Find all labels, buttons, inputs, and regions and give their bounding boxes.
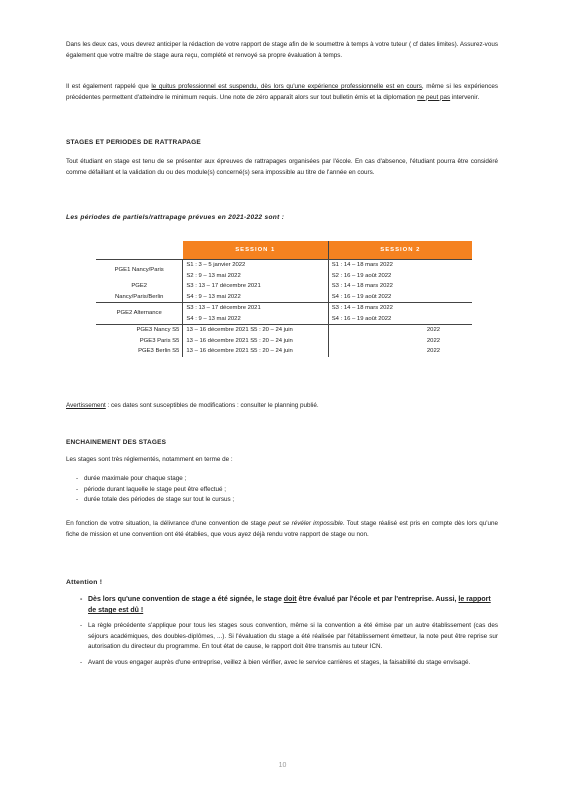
session2-cell: 2022 bbox=[426, 327, 440, 333]
table-row-pge2-alternance bbox=[96, 303, 472, 325]
table-row-pge1 bbox=[96, 260, 472, 282]
session2-cell: S3 : 14 – 18 mars 2022 bbox=[331, 305, 393, 311]
regulations-paragraph bbox=[66, 455, 498, 466]
session-2-header: SESSION 2 bbox=[328, 241, 472, 260]
paragraph-retake-exams: Tout étudiant en stage est tenu de se présenter aux épreuves de rattrapages organisées par l'école. En cas d'absence, l'étudiant pourra être considéré comme défaillant et la validation du ou des module(s) concerné(s) sera impossible au titre de l'année en cours. bbox=[66, 158, 498, 176]
row-label: Nancy/Paris/Berlin bbox=[114, 293, 164, 300]
convention-paragraph bbox=[66, 519, 498, 540]
section-title-retake: STAGES ET PERIODES DE RATTRAPAGE bbox=[66, 139, 201, 146]
cannot-underlined: ne peut pas bbox=[417, 93, 451, 101]
attention-title: Attention ! bbox=[66, 579, 103, 586]
table-row-pge3-berlin bbox=[96, 346, 472, 357]
table-row-pge2 bbox=[96, 281, 472, 303]
periods-title: Les périodes de partiels/rattrapage prévues en 2021-2022 sont : bbox=[66, 214, 285, 221]
quitus-text-end: intervenir. bbox=[450, 93, 480, 101]
session2-cell: S1 : 14 – 18 mars 2022 bbox=[331, 262, 393, 268]
attention-list bbox=[80, 594, 498, 668]
list-item-feasibility: - Avant de vous engager auprès d'une entreprise, veillez à bien vérifier, avec le service carrières et stages, la faisabilité du stage envisagé. bbox=[80, 658, 498, 669]
list-item: - durée maximale pour chaque stage ; bbox=[76, 474, 496, 485]
row-label: PGE3 Nancy S5 bbox=[136, 327, 180, 333]
quitus-text-start: Il est également rappelé que bbox=[66, 83, 152, 90]
warning-text: : ces dates sont susceptibles de modifications : consulter le planning publié. bbox=[105, 402, 319, 409]
retake-paragraph bbox=[66, 157, 498, 178]
table-row-pge3-nancy bbox=[96, 325, 472, 336]
quitus-paragraph bbox=[66, 82, 498, 103]
sessions-header-row bbox=[96, 241, 472, 260]
convention-text-end: . Tout stage réalisé est pris en compte dès lors qu'une fiche de mission et une convention ont été établies, que vous ayez déjà rendu votre rapport de stage ou non. bbox=[66, 520, 498, 538]
session1-cell: S1 : 3 – 5 janvier 2022 bbox=[186, 262, 246, 268]
session2-cell: S3 : 14 – 18 mars 2022 bbox=[331, 283, 393, 289]
list-item-rule: - La règle précédente s'applique pour tous les stages sous convention, même si la convention a été émise par un autre établissement (cas des séjours académiques, des doubles-diplômes, ...). Si l'évaluation du stage a été réalisée par l'établissement émetteur, la note peut être reprise sur autorisation du directeur du programme. En tout état de cause, le rapport doit être transmis au tuteur ICN. bbox=[80, 621, 498, 653]
report-due-underlined: le rapport de stage est dû ! bbox=[88, 596, 491, 614]
warning-label: Avertissement bbox=[66, 402, 106, 409]
row-label: PGE1 Nancy/Paris bbox=[114, 267, 164, 274]
attention-text: être évalué par l'école et par l'entreprise. Aussi, bbox=[296, 596, 459, 603]
session1-cell: 13 – 16 décembre 2021 S5 : 20 – 24 juin bbox=[186, 327, 293, 333]
session2-cell: S4 : 16 – 19 août 2022 bbox=[331, 293, 392, 300]
session1-cell: S3 : 13 – 17 décembre 2021 bbox=[186, 283, 261, 289]
list-item: - période durant laquelle le stage peut être effectué ; bbox=[76, 485, 496, 496]
session1-cell: S2 : 9 – 13 mai 2022 bbox=[186, 272, 241, 279]
session-1-header: SESSION 1 bbox=[183, 241, 328, 260]
row-label: PGE3 Berlin S5 bbox=[138, 348, 180, 354]
impossible-italic: peut se révéler impossible bbox=[268, 520, 343, 527]
must-underlined: doit bbox=[283, 596, 297, 603]
sessions-table bbox=[96, 241, 472, 357]
attention-text: Dès lors qu'une convention de stage a été signée, le stage bbox=[88, 596, 284, 603]
quitus-suspended-underlined: le quitus professionnel est suspendu, dès lors qu'une expérience professionnelle est en cours bbox=[151, 83, 422, 90]
page-number: 10 bbox=[278, 762, 287, 769]
session1-cell: 13 – 16 décembre 2021 S5 : 20 – 24 juin bbox=[186, 348, 293, 354]
paragraph-regulations: Les stages sont très réglementés, notamment en terme de : bbox=[66, 456, 233, 463]
quitus-text-mid: , même si les expériences précédentes permettent d'atteindre le minimum requis. Une note de zéro apparaît alors sur tout bulletin émis et la diplomation bbox=[66, 83, 498, 101]
intro-paragraph bbox=[66, 40, 498, 61]
session2-cell: S2 : 16 – 19 août 2022 bbox=[331, 272, 392, 279]
session1-cell: S4 : 9 – 13 mai 2022 bbox=[186, 293, 241, 300]
convention-text-start: En fonction de votre situation, la délivrance d'une convention de stage bbox=[66, 520, 269, 527]
session2-cell: S4 : 16 – 19 août 2022 bbox=[331, 315, 392, 322]
session1-cell: S4 : 9 – 13 mai 2022 bbox=[186, 315, 241, 322]
row-label: PGE2 bbox=[131, 283, 148, 289]
session2-cell: 2022 bbox=[426, 337, 440, 344]
section-title-sequence: ENCHAINEMENT DES STAGES bbox=[66, 439, 167, 446]
session2-cell: 2022 bbox=[426, 348, 440, 354]
warning-line bbox=[66, 401, 498, 412]
row-label: PGE2 Alternance bbox=[116, 310, 162, 317]
list-item-evaluation bbox=[80, 594, 498, 616]
regulation-list bbox=[76, 474, 496, 506]
list-item: - durée totale des périodes de stage sur tout le cursus ; bbox=[76, 495, 496, 506]
session1-cell: 13 – 16 décembre 2021 S5 : 20 – 24 juin bbox=[186, 337, 293, 344]
table-row-pge3-paris bbox=[96, 336, 472, 347]
session1-cell: S3 : 13 – 17 décembre 2021 bbox=[186, 305, 261, 311]
row-label: PGE3 Paris S5 bbox=[139, 337, 180, 344]
paragraph-report-deadline: Dans les deux cas, vous devrez anticiper la rédaction de votre rapport de stage afin de le soumettre à temps à votre tuteur ( cf dates limites). Assurez-vous également que votre maître de stage aura reçu, complété et renvoyé sa propre évaluation à temps. bbox=[66, 41, 498, 59]
